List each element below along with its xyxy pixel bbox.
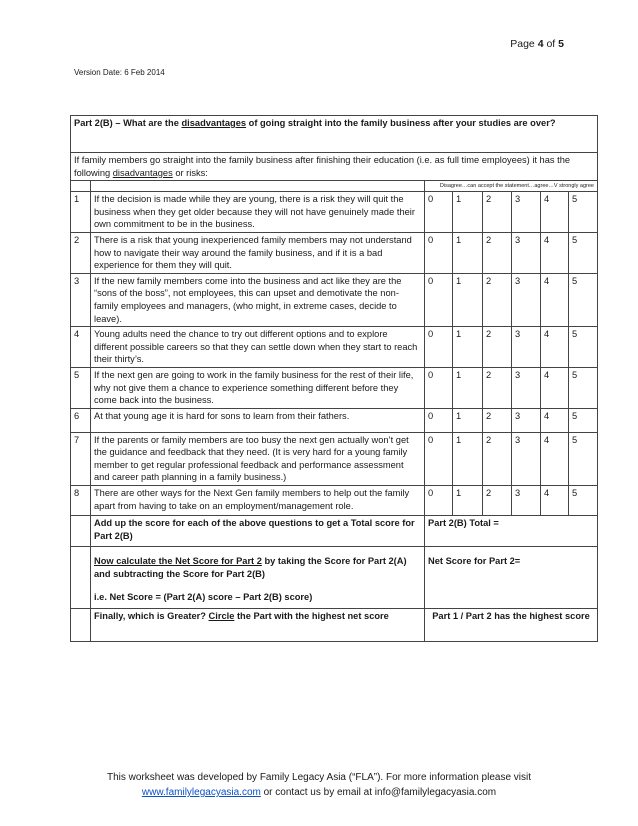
score-option[interactable]: 3 [512, 486, 541, 516]
score-option[interactable]: 4 [541, 192, 569, 233]
score-option[interactable]: 1 [453, 432, 483, 485]
version-date: Version Date: 6 Feb 2014 [74, 68, 165, 77]
question-number: 5 [71, 367, 91, 408]
net-score-label: Net Score for Part 2= [425, 547, 598, 609]
score-option[interactable]: 2 [483, 273, 512, 326]
score-option[interactable]: 0 [425, 232, 453, 273]
question-text: There are other ways for the Next Gen family members to help out the family apart from having to take on an employment/management role. [91, 486, 425, 516]
question-number: 2 [71, 232, 91, 273]
final-answer: Part 1 / Part 2 has the highest score [425, 609, 598, 642]
score-option[interactable]: 2 [483, 327, 512, 368]
score-option[interactable]: 4 [541, 232, 569, 273]
score-option[interactable]: 1 [453, 327, 483, 368]
question-row [71, 327, 598, 368]
score-option[interactable]: 0 [425, 327, 453, 368]
question-text: There is a risk that young inexperienced family members may not understand how to navigate their way around the family business, and if it is a bad experience for them they will quit. [91, 232, 425, 273]
question-text: Young adults need the chance to try out different options and to explore different possible careers so that they can settle down when they start to reach their thirty’s. [91, 327, 425, 368]
score-option[interactable]: 0 [425, 408, 453, 432]
score-option[interactable]: 5 [569, 192, 598, 233]
score-option[interactable]: 3 [512, 408, 541, 432]
scale-row [71, 181, 598, 192]
question-text: At that young age it is hard for sons to learn from their fathers. [91, 408, 425, 432]
add-up-instruction: Add up the score for each of the above questions to get a Total score for Part 2(B) [91, 516, 425, 547]
question-text: If the next gen are going to work in the family business for the rest of their life, why not give them a chance to experience something different before they come back into the business. [91, 367, 425, 408]
score-option[interactable]: 0 [425, 486, 453, 516]
footer-line1: This worksheet was developed by Family Legacy Asia (“FLA”). For more information please visit [106, 772, 532, 783]
question-text: If the parents or family members are too busy the next gen actually won’t get the guidance and feedback that they need. (It is very hard for a young family member to get regular professional feedback and performance assessment and career path planning in a family business.) [91, 432, 425, 485]
footer-contact: or contact us by email at info@familylegacyasia.com [260, 787, 497, 798]
question-number: 6 [71, 408, 91, 432]
section-title: Part 2(B) – What are the disadvantages of going straight into the family business after your studies are over? [71, 116, 598, 153]
final-row [71, 609, 598, 642]
question-number: 3 [71, 273, 91, 326]
question-text: If the new family members come into the business and act like they are the “sons of the boss”, not employees, this can upset and demotivate the non-family employees and managers, (who might, in extreme cases, decide to leave). [91, 273, 425, 326]
questionnaire-table [70, 115, 598, 642]
score-option[interactable]: 4 [541, 367, 569, 408]
question-row [71, 408, 598, 432]
score-option[interactable]: 0 [425, 432, 453, 485]
score-option[interactable]: 1 [453, 192, 483, 233]
question-number: 8 [71, 486, 91, 516]
score-option[interactable]: 1 [453, 408, 483, 432]
score-option[interactable]: 2 [483, 408, 512, 432]
score-option[interactable]: 4 [541, 408, 569, 432]
score-option[interactable]: 2 [483, 486, 512, 516]
score-option[interactable]: 2 [483, 367, 512, 408]
net-score-row [71, 547, 598, 609]
score-option[interactable]: 3 [512, 432, 541, 485]
question-number: 4 [71, 327, 91, 368]
score-option[interactable]: 2 [483, 232, 512, 273]
score-option[interactable]: 3 [512, 192, 541, 233]
score-option[interactable]: 4 [541, 327, 569, 368]
score-option[interactable]: 3 [512, 232, 541, 273]
footer-website-link[interactable]: www.familylegacyasia.com [141, 787, 261, 798]
score-option[interactable]: 5 [569, 327, 598, 368]
score-option[interactable]: 4 [541, 273, 569, 326]
question-row [71, 232, 598, 273]
intro-text: If family members go straight into the family business after finishing their education (i.e. as full time employees) it has the following disadvantages or risks: [71, 153, 598, 181]
question-row [71, 486, 598, 516]
score-option[interactable]: 1 [453, 232, 483, 273]
score-option[interactable]: 5 [569, 486, 598, 516]
score-option[interactable]: 0 [425, 367, 453, 408]
score-option[interactable]: 3 [512, 367, 541, 408]
footer [0, 770, 638, 800]
score-option[interactable]: 2 [483, 192, 512, 233]
score-option[interactable]: 1 [453, 367, 483, 408]
question-number: 7 [71, 432, 91, 485]
score-option[interactable]: 5 [569, 273, 598, 326]
final-question: Finally, which is Greater? Circle the Part with the highest net score [91, 609, 425, 642]
total-label: Part 2(B) Total = [425, 516, 598, 547]
net-instruction: Now calculate the Net Score for Part 2 by taking the Score for Part 2(A) and subtracting the Score for Part 2(B) i.e. Net Score = (Part 2(A) score – Part 2(B) score) [91, 547, 425, 609]
question-text: If the decision is made while they are young, there is a risk they will quit the business when they get older because they will not have genuinely made their own commitment to be in the business. [91, 192, 425, 233]
score-option[interactable]: 3 [512, 327, 541, 368]
score-option[interactable]: 5 [569, 432, 598, 485]
question-row [71, 273, 598, 326]
score-option[interactable]: 3 [512, 273, 541, 326]
intro-row [71, 153, 598, 181]
question-row [71, 192, 598, 233]
score-option[interactable]: 0 [425, 192, 453, 233]
total-row [71, 516, 598, 547]
score-option[interactable]: 1 [453, 273, 483, 326]
score-option[interactable]: 4 [541, 486, 569, 516]
score-option[interactable]: 0 [425, 273, 453, 326]
score-option[interactable]: 5 [569, 232, 598, 273]
score-option[interactable]: 2 [483, 432, 512, 485]
score-option[interactable]: 5 [569, 408, 598, 432]
question-row [71, 367, 598, 408]
score-option[interactable]: 4 [541, 432, 569, 485]
page-number: Page 4 of 5 [510, 38, 564, 50]
question-number: 1 [71, 192, 91, 233]
question-row [71, 432, 598, 485]
section-title-row [71, 116, 598, 153]
score-option[interactable]: 5 [569, 367, 598, 408]
score-option[interactable]: 1 [453, 486, 483, 516]
scale-label: Disagree…can accept the statement…agree…V strongly agree [425, 181, 598, 192]
